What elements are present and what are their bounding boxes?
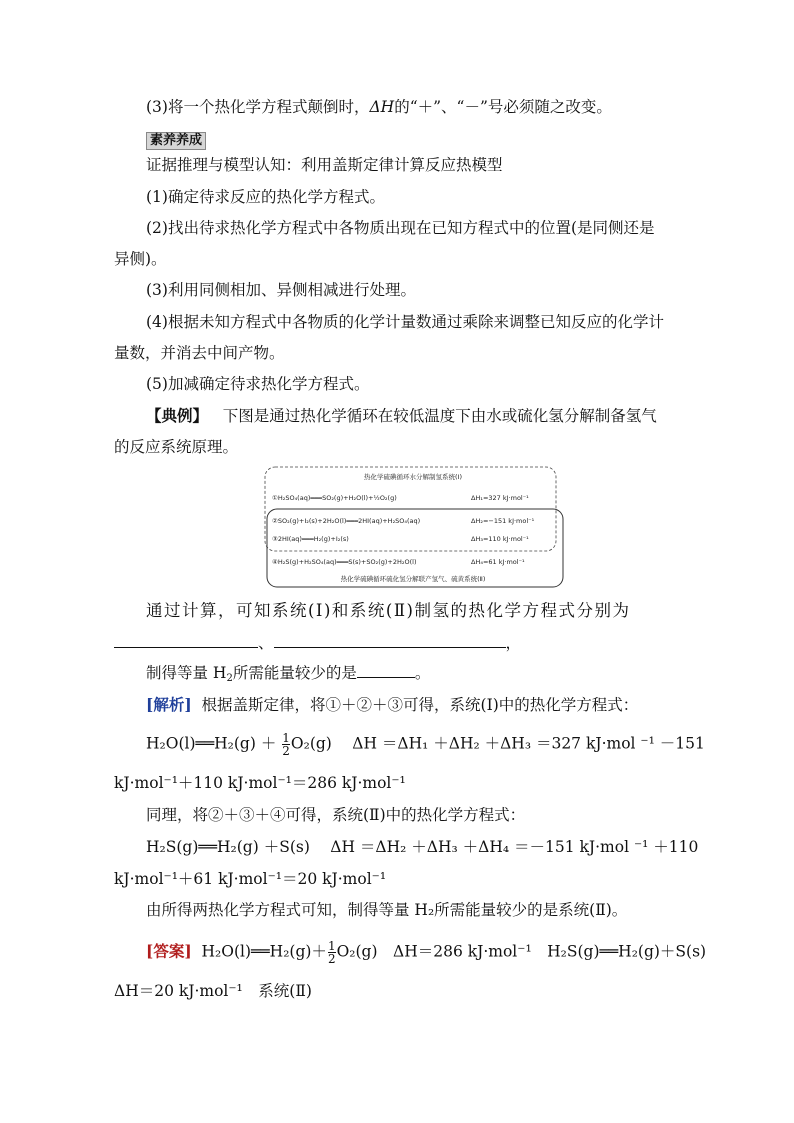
rule-3-dh: ΔH (369, 98, 395, 116)
answer-eq-b: O₂(g) ΔH＝286 kJ·mol⁻¹ H₂S(g)══H₂(g)＋S(s) (336, 942, 707, 961)
model-title: 证据推理与模型认知：利用盖斯定律计算反应热模型 (146, 156, 503, 174)
answer-line-2: ΔH＝20 kJ·mol⁻¹ 系统(Ⅱ) (114, 982, 312, 1000)
step-4-cont: 量数，并消去中间产物。 (114, 344, 285, 362)
step-4: (4)根据未知方程式中各物质的化学计量数通过乘除来调整已知反应的化学计 (146, 313, 664, 331)
step-3: (3)利用同侧相加、异侧相减进行处理。 (146, 281, 416, 299)
question-line-3b: 所需能量较少的是 (232, 664, 357, 682)
diagram-eq-4: ④H₂S(g)+H₂SO₄(aq)═══S(s)+SO₂(g)+2H₂O(l) (272, 558, 417, 566)
diagram-eq-2: ②SO₂(g)+I₂(s)+2H₂O(l)═══2HI(aq)+H₂SO₄(aq) (272, 517, 421, 525)
diagram-title-top: 热化学硫碘循环水分解制氢系统(Ⅰ) (364, 473, 462, 481)
analysis-eq-c: kJ·mol⁻¹＋110 kJ·mol⁻¹＝286 kJ·mol⁻¹ (114, 774, 406, 792)
example-label: 【典例】 (146, 406, 209, 425)
answer-blank-1[interactable] (114, 633, 258, 648)
question-sep: 、 (258, 634, 274, 652)
step-1: (1)确定待求反应的热化学方程式。 (146, 188, 385, 206)
question-line-1: 通过计算，可知系统(Ⅰ)和系统(Ⅱ)制氢的热化学方程式分别为 (146, 601, 631, 620)
analysis-eq-e: kJ·mol⁻¹＋61 kJ·mol⁻¹＝20 kJ·mol⁻¹ (114, 870, 387, 888)
question-line-3a: 制得等量 H (146, 664, 227, 682)
rule-3-suffix: 的“＋”、“－”号必须随之改变。 (394, 98, 612, 116)
diagram-dh-2: ΔH₂=−151 kJ·mol⁻¹ (471, 517, 535, 525)
question-line-2 (114, 632, 521, 654)
question-end: ， (505, 634, 522, 652)
question-line-3c: 。 (414, 664, 431, 682)
answer-eq-a: H₂O(l)══H₂(g)＋ (201, 942, 327, 961)
answer-frac-num: 1 (327, 939, 336, 953)
analysis-eq-1 (146, 732, 705, 757)
analysis-eq-a: H₂O(l)══H₂(g) ＋ (146, 734, 277, 753)
analysis-line-2: 同理，将②＋③＋④可得，系统(Ⅱ)中的热化学方程式： (146, 806, 526, 824)
frac-den: 2 (282, 744, 290, 758)
diagram-dh-3: ΔH₃=110 kJ·mol⁻¹ (471, 535, 529, 543)
rule-3-prefix: (3)将一个热化学方程式颠倒时， (146, 98, 370, 116)
question-sub: 2 (226, 673, 233, 684)
step-2: (2)找出待求热化学方程式中各物质出现在已知方程式中的位置(是同侧还是 (146, 219, 655, 237)
example-line-2: 的反应系统原理。 (114, 438, 239, 456)
analysis-eq-d: H₂S(g)══H₂(g) ＋S(s) ΔH ＝ΔH₂ ＋ΔH₃ ＋ΔH₄ ＝－151 kJ·mol ⁻¹ ＋110 (146, 838, 699, 856)
answer-frac-den: 2 (327, 952, 336, 966)
analysis-conclusion: 由所得两热化学方程式可知，制得等量 H₂所需能量较少的是系统(Ⅱ)。 (146, 901, 628, 919)
answer-fraction-half (328, 940, 336, 965)
question-line-3 (146, 662, 430, 690)
analysis-text-1: 根据盖斯定律，将①＋②＋③可得，系统(Ⅰ)中的热化学方程式： (201, 696, 639, 714)
suyang-tag: 素养养成 (146, 132, 206, 150)
suyang-tag-row (146, 128, 206, 150)
reaction-system-diagram (263, 465, 565, 590)
answer-blank-3[interactable] (357, 663, 415, 678)
example-text-1: 下图是通过热化学循环在较低温度下由水或硫化氢分解制备氢气 (222, 407, 657, 425)
fraction-half (282, 732, 290, 757)
step-5: (5)加减确定待求热化学方程式。 (146, 375, 370, 393)
analysis-line-1 (146, 694, 638, 716)
step-2-cont: 异侧)。 (114, 250, 167, 268)
answer-line-1 (146, 940, 706, 965)
diagram-dh-4: ΔH₄=61 kJ·mol⁻¹ (471, 558, 525, 566)
analysis-eq-b: O₂(g) ΔH ＝ΔH₁ ＋ΔH₂ ＋ΔH₃ ＝327 kJ·mol ⁻¹ －151 (290, 734, 705, 753)
answer-tag: [答案] (146, 941, 192, 961)
frac-num: 1 (282, 731, 290, 745)
example-line-1 (146, 405, 657, 427)
diagram-dh-1: ΔH₁=327 kJ·mol⁻¹ (471, 494, 529, 502)
rule-3 (146, 96, 612, 118)
diagram-eq-3: ③2HI(aq)═══H₂(g)+I₂(s) (272, 535, 349, 543)
diagram-eq-1: ①H₂SO₄(aq)═══SO₂(g)+H₂O(l)+½O₂(g) (272, 494, 397, 502)
answer-blank-2[interactable] (274, 633, 506, 648)
analysis-tag: [解析] (146, 695, 192, 714)
diagram-title-bottom: 热化学硫碘循环硫化氢分解联产氢气、硫黄系统(Ⅱ) (340, 575, 486, 583)
